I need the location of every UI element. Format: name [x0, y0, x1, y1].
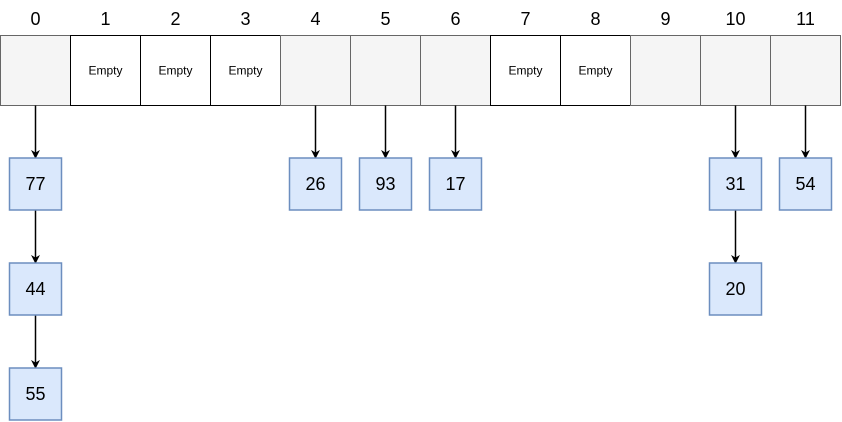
filled-slot — [421, 36, 491, 106]
slot-index-label: 0 — [30, 9, 41, 29]
chain-nodes — [10, 158, 832, 420]
slot-index-label: 5 — [380, 9, 391, 29]
hash-table-array — [1, 9, 841, 106]
slot-index-label: 11 — [796, 9, 815, 29]
slot-index-label: 3 — [240, 9, 251, 29]
slot-index-label: 10 — [725, 9, 746, 29]
slot-index-label: 1 — [100, 9, 111, 29]
filled-slot — [631, 36, 701, 106]
filled-slot — [701, 36, 771, 106]
slot-index-label: 8 — [590, 9, 601, 29]
filled-slot — [351, 36, 421, 106]
chain-node-value: 77 — [25, 174, 46, 194]
chain-node-value: 93 — [375, 174, 396, 194]
chain-node-value: 31 — [725, 174, 746, 194]
filled-slot — [281, 36, 351, 106]
empty-slot-label: Empty — [88, 63, 123, 78]
slot-index-label: 2 — [170, 9, 181, 29]
chain-node-value: 26 — [305, 174, 326, 194]
chain-arrows — [36, 106, 806, 369]
slot-index-label: 7 — [520, 9, 531, 29]
chain-node-value: 17 — [445, 174, 466, 194]
chain-node-value: 20 — [725, 279, 746, 299]
chain-node-value: 54 — [795, 174, 816, 194]
empty-slot-label: Empty — [578, 63, 613, 78]
chain-node-value: 44 — [25, 279, 46, 299]
chain-node-value: 55 — [25, 384, 46, 404]
empty-slot-label: Empty — [508, 63, 543, 78]
slot-index-label: 9 — [660, 9, 671, 29]
slot-index-label: 6 — [450, 9, 461, 29]
empty-slot-label: Empty — [228, 63, 263, 78]
empty-slot-label: Empty — [158, 63, 193, 78]
filled-slot — [771, 36, 841, 106]
filled-slot — [1, 36, 71, 106]
slot-index-label: 4 — [310, 9, 321, 29]
